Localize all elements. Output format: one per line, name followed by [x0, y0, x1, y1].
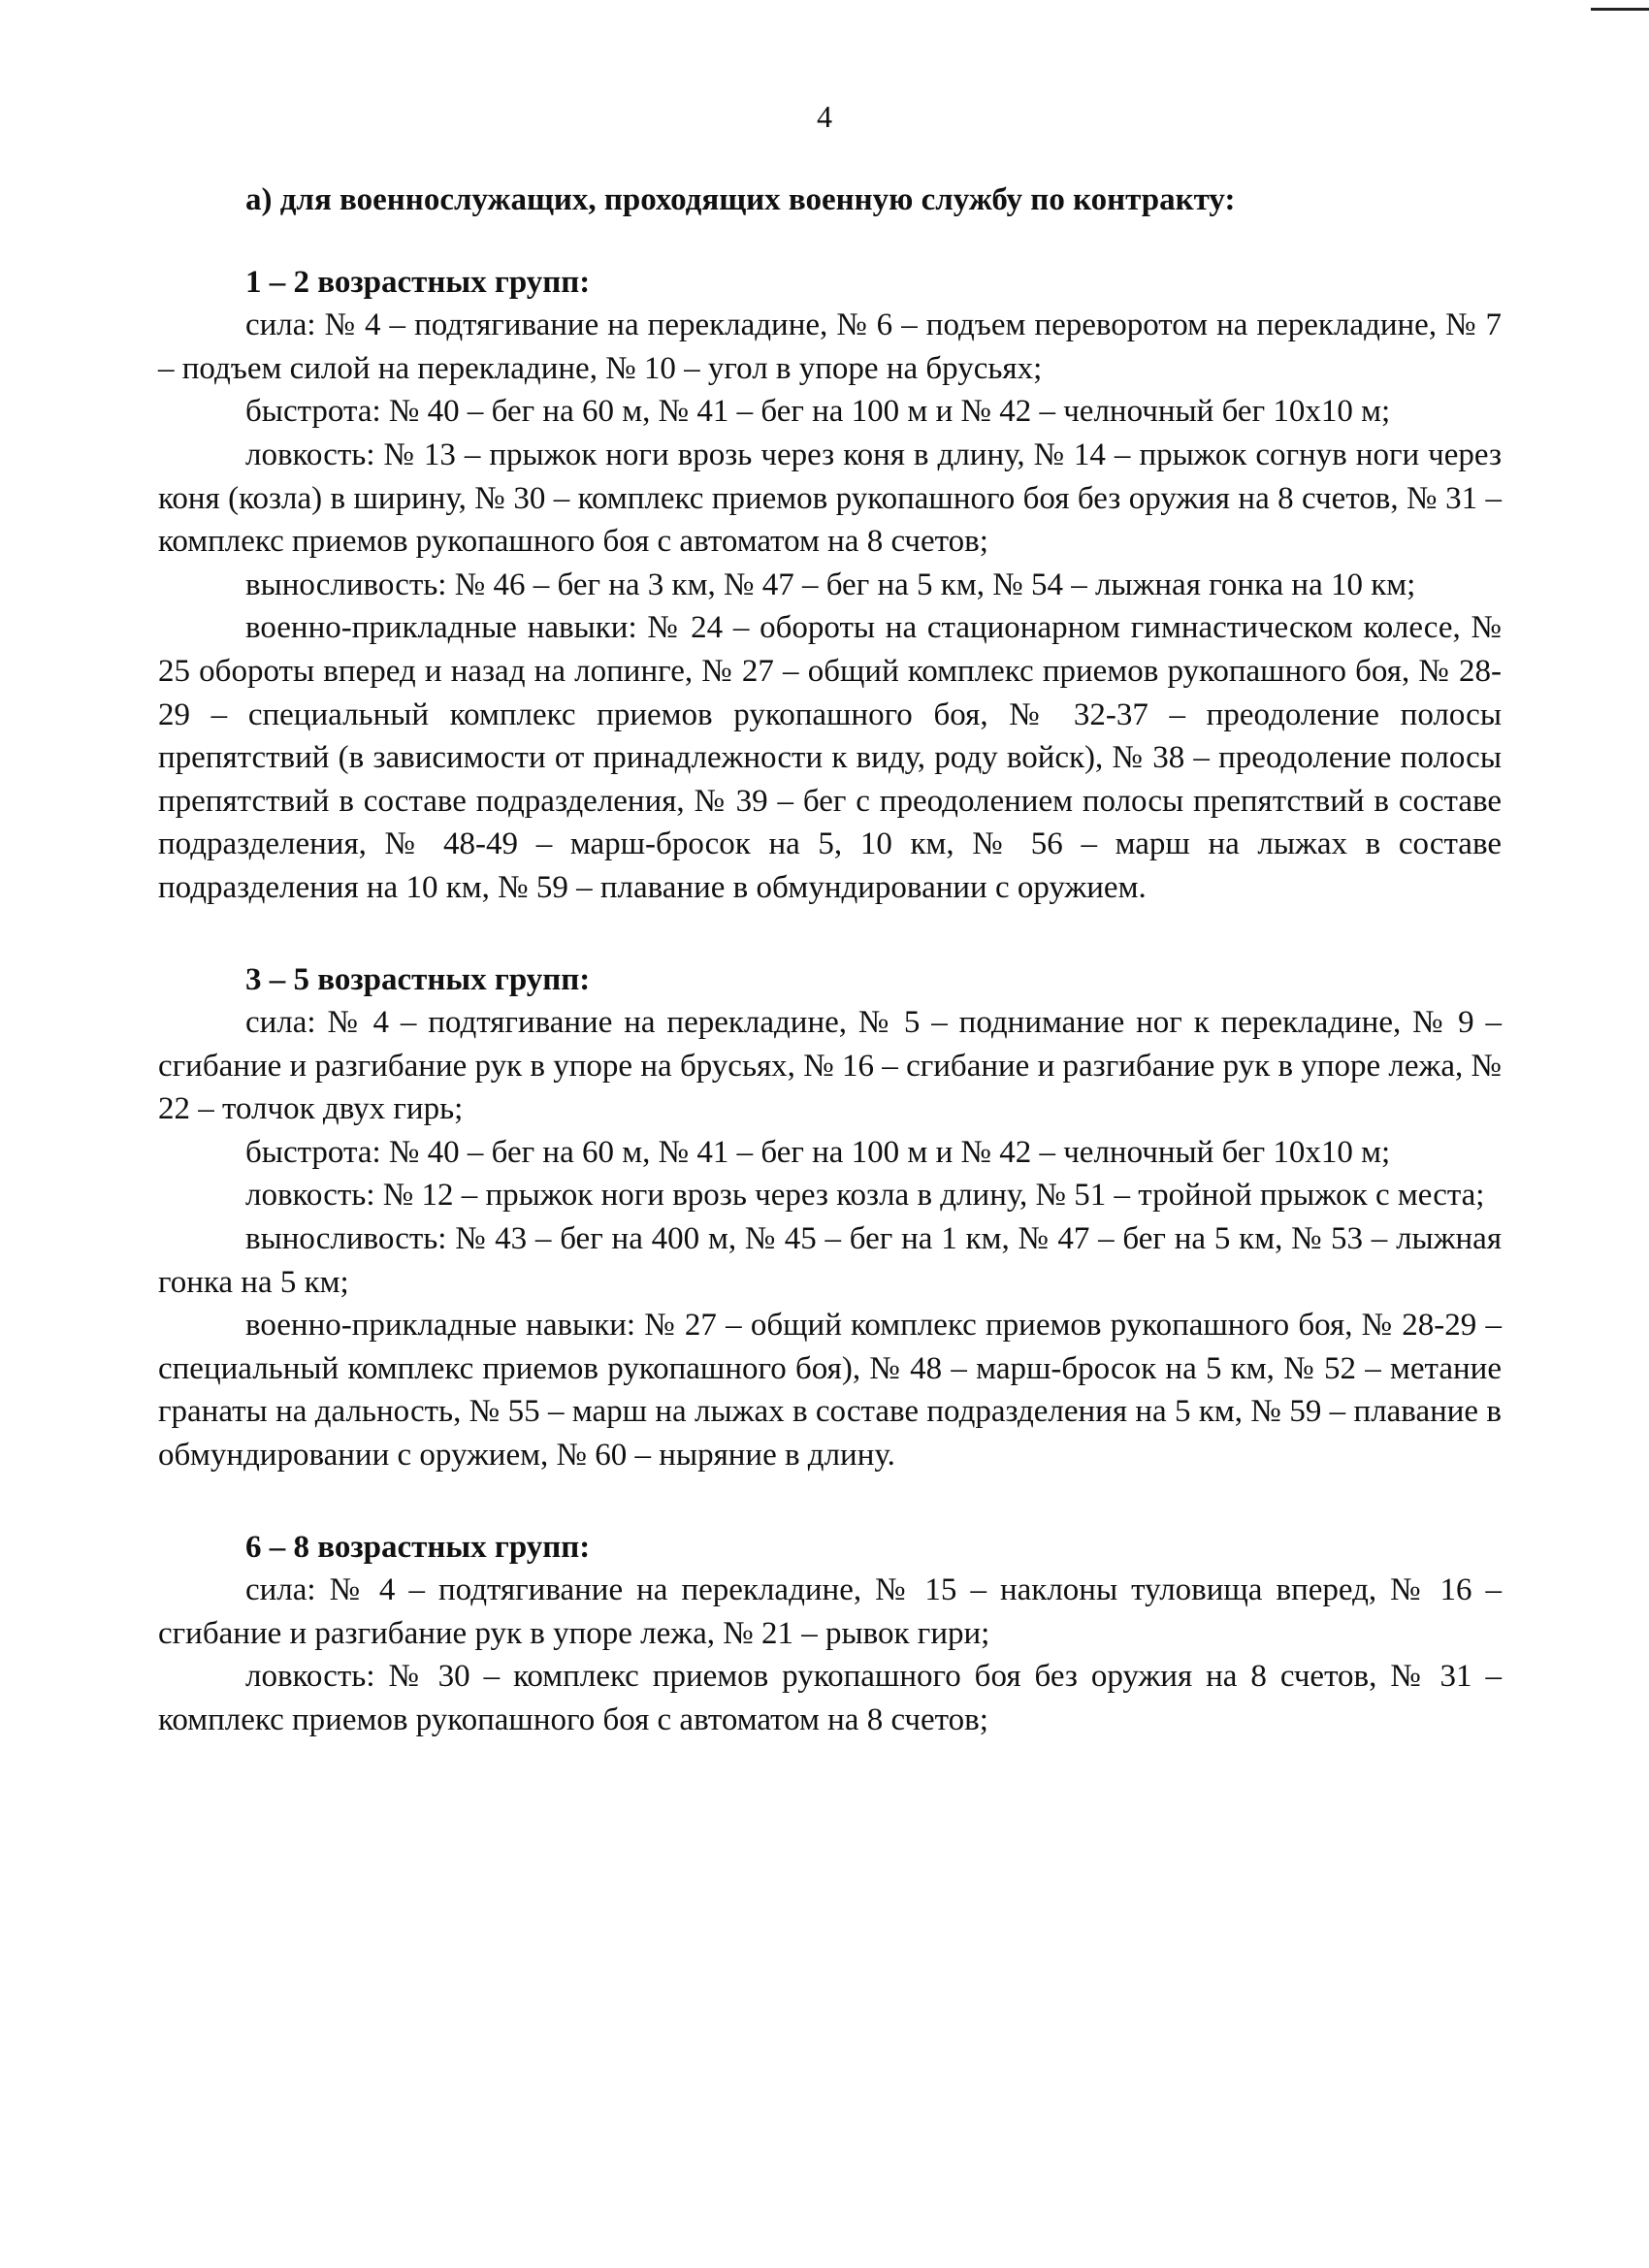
paragraph-strength: сила: № 4 – подтягивание на перекладине, № 5 – поднимание ног к перекладине, № 9 – сгибание и разгибание рук в упоре на брусьях, № 16 – сгибание и разгибание рук в упоре лежа, № 22 – толчок двух гирь;	[158, 1005, 1502, 1127]
document-body	[158, 178, 1502, 1742]
paragraph-speed: быстрота: № 40 – бег на 60 м, № 41 – бег на 100 м и № 42 – челночный бег 10х10 м;	[245, 1134, 1391, 1170]
age-group-6-8	[158, 1526, 1502, 1742]
section-intro-heading: а) для военнослужащих, проходящих военную службу по контракту:	[245, 182, 1236, 217]
group-title: 6 – 8 возрастных групп:	[245, 1529, 591, 1565]
paragraph-endurance: выносливость: № 43 – бег на 400 м, № 45 – бег на 1 км, № 47 – бег на 5 км, № 53 – лыжная гонка на 5 км;	[158, 1221, 1502, 1300]
group-title: 1 – 2 возрастных групп:	[245, 264, 591, 300]
page-number: 4	[817, 99, 832, 134]
paragraph-endurance: выносливость: № 46 – бег на 3 км, № 47 – бег на 5 км, № 54 – лыжная гонка на 10 км;	[245, 567, 1416, 602]
paragraph-military-skills: военно-прикладные навыки: № 24 – обороты на стационарном гимнастическом колесе, № 25 обороты вперед и назад на лопинге, № 27 – общий комплекс приемов рукопашного боя, № 28-29 – специальный комплекс приемов рукопашного боя, № 32-37 – преодоление полосы препятствий (в зависимости от принадлежности к виду, роду войск), № 38 – преодоление полосы препятствий в составе подразделения, № 39 – бег с преодолением полосы препятствий в составе подразделения, № 48-49 – марш-бросок на 5, 10 км, № 56 – марш на лыжах в составе подразделения на 10 км, № 59 – плавание в обмундировании с оружием.	[158, 610, 1502, 905]
paragraph-strength: сила: № 4 – подтягивание на перекладине, № 15 – наклоны туловища вперед, № 16 – сгибание и разгибание рук в упоре лежа, № 21 – рывок гири;	[158, 1572, 1502, 1651]
paragraph-agility: ловкость: № 12 – прыжок ноги врозь через козла в длину, № 51 – тройной прыжок с места;	[245, 1178, 1485, 1214]
scan-corner-mark	[1591, 8, 1649, 11]
paragraph-agility: ловкость: № 30 – комплекс приемов рукопашного боя без оружия на 8 счетов, № 31 – комплекс приемов рукопашного боя с автоматом на 8 счетов;	[158, 1659, 1502, 1737]
age-group-1-2	[158, 261, 1502, 910]
paragraph-strength: сила: № 4 – подтягивание на перекладине, № 6 – подъем переворотом на перекладине, № 7 – подъем силой на перекладине, № 10 – угол в упоре на брусьях;	[158, 308, 1502, 386]
paragraph-military-skills: военно-прикладные навыки: № 27 – общий комплекс приемов рукопашного боя, № 28-29 – специальный комплекс приемов рукопашного боя), № 48 – марш-бросок на 5 км, № 52 – метание гранаты на дальность, № 55 – марш на лыжах в составе подразделения на 5 км, № 59 – плавание в обмундировании с оружием, № 60 – ныряние в длину.	[158, 1308, 1502, 1474]
age-group-3-5	[158, 958, 1502, 1477]
paragraph-speed: быстрота: № 40 – бег на 60 м, № 41 – бег на 100 м и № 42 – челночный бег 10х10 м;	[245, 394, 1391, 430]
group-title: 3 – 5 возрастных групп:	[245, 961, 591, 997]
paragraph-agility: ловкость: № 13 – прыжок ноги врозь через коня в длину, № 14 – прыжок согнув ноги через коня (козла) в ширину, № 30 – комплекс приемов рукопашного боя без оружия на 8 счетов, № 31 – комплекс приемов рукопашного боя с автоматом на 8 счетов;	[158, 437, 1502, 560]
